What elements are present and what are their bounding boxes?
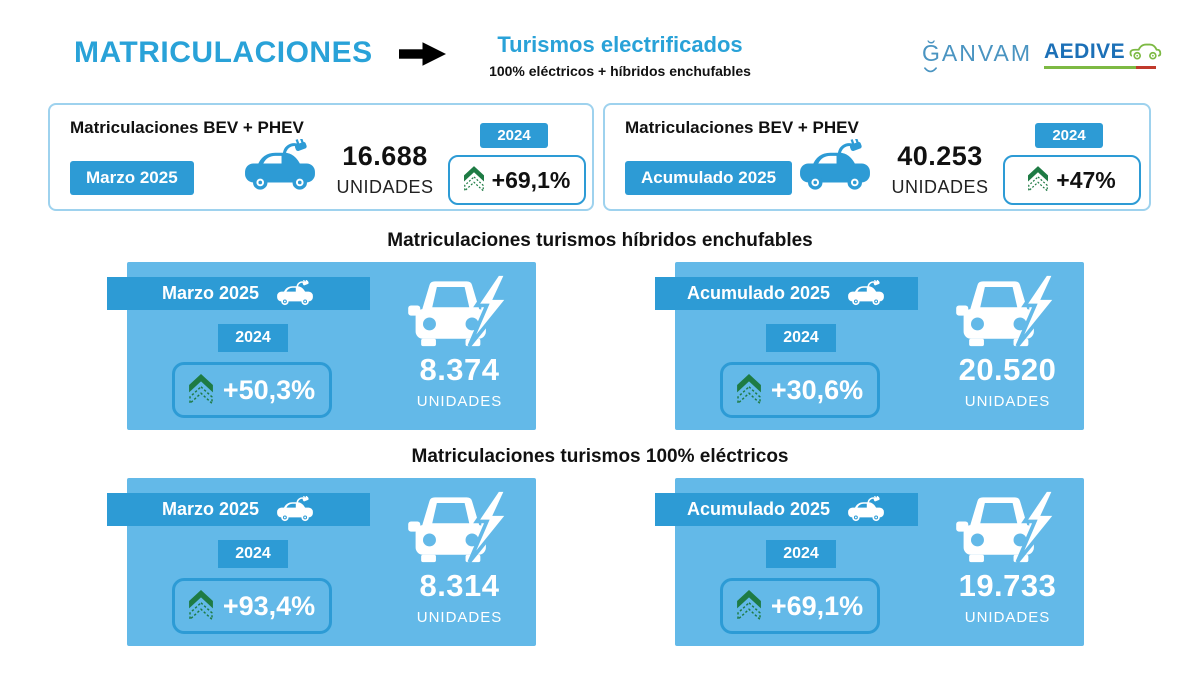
delta-value: +47% (1056, 166, 1116, 193)
card-units-value: 8.314 (419, 568, 500, 603)
card-units-block (931, 274, 1084, 410)
page-subtitle-detail: 100% eléctricos + híbridos enchufables (489, 63, 751, 79)
card-period-label: Marzo 2025 (161, 283, 260, 303)
ev-car-icon (275, 496, 315, 524)
section-title-bev: Matriculaciones turismos 100% eléctricos (411, 446, 789, 467)
units-block (305, 141, 465, 198)
units-block (860, 141, 1020, 198)
card-delta-value: +93,4% (222, 590, 316, 621)
car-lightning-icon (408, 490, 512, 564)
growth-chevron-icon (189, 590, 213, 623)
summary-title: Matriculaciones BEV + PHEV (70, 118, 304, 137)
page-subtitle: Turismos electrificados (497, 32, 743, 57)
delta-value: +69,1% (491, 166, 571, 193)
year-badge: 2024 (1035, 123, 1103, 148)
ev-car-icon (846, 496, 886, 524)
car-lightning-icon (408, 274, 512, 348)
units-label: UNIDADES (336, 177, 434, 197)
card-units-label: UNIDADES (964, 609, 1051, 626)
aedive-logo-text: AEDIVE (1044, 40, 1126, 63)
ganvam-logo (922, 40, 1032, 67)
card-period-badge (655, 493, 918, 526)
card-year-badge: 2024 (766, 540, 836, 568)
card-delta-value: +50,3% (222, 374, 316, 405)
summary-box-marzo (48, 103, 594, 211)
stat-card-phev-acumulado (675, 262, 1084, 430)
period-badge: Acumulado 2025 (625, 161, 792, 195)
section-title-phev: Matriculaciones turismos híbridos enchufables (387, 230, 813, 251)
growth-chevron-icon (189, 374, 213, 407)
growth-chevron-icon (1028, 166, 1048, 194)
page-title: MATRICULACIONES (74, 36, 373, 69)
card-delta-box (172, 578, 332, 634)
growth-chevron-icon (737, 590, 761, 623)
card-units-block (383, 490, 536, 626)
card-units-block (931, 490, 1084, 626)
ganvam-logo-text: ĞANVAM (922, 40, 1032, 66)
card-units-value: 8.374 (419, 352, 500, 387)
units-label: UNIDADES (891, 177, 989, 197)
card-period-label: Acumulado 2025 (686, 499, 831, 519)
units-value: 16.688 (342, 141, 428, 171)
card-period-label: Acumulado 2025 (686, 283, 831, 303)
page-subtitle-block (450, 32, 790, 79)
ev-car-icon (846, 280, 886, 308)
units-value: 40.253 (897, 141, 983, 171)
stat-card-bev-marzo (127, 478, 536, 646)
card-units-value: 19.733 (958, 568, 1057, 603)
car-lightning-icon (956, 274, 1060, 348)
card-period-badge (655, 277, 918, 310)
card-units-value: 20.520 (958, 352, 1057, 387)
car-lightning-icon (956, 490, 1060, 564)
aedive-tagline-bar (1044, 66, 1156, 69)
card-year-badge: 2024 (218, 324, 288, 352)
aedive-car-icon (1129, 42, 1162, 62)
period-badge: Marzo 2025 (70, 161, 194, 195)
card-delta-box (720, 362, 880, 418)
stat-card-phev-marzo (127, 262, 536, 430)
delta-box (448, 155, 586, 205)
card-delta-box (172, 362, 332, 418)
card-year-badge: 2024 (218, 540, 288, 568)
card-delta-box (720, 578, 880, 634)
card-delta-value: +69,1% (770, 590, 864, 621)
card-units-block (383, 274, 536, 410)
card-period-badge (107, 277, 370, 310)
ev-car-icon (275, 280, 315, 308)
growth-chevron-icon (737, 374, 761, 407)
card-units-label: UNIDADES (416, 609, 503, 626)
card-delta-value: +30,6% (770, 374, 864, 405)
card-period-label: Marzo 2025 (161, 499, 260, 519)
card-period-badge (107, 493, 370, 526)
arrow-right-icon (399, 41, 446, 67)
delta-box (1003, 155, 1141, 205)
card-year-badge: 2024 (766, 324, 836, 352)
summary-box-acumulado (603, 103, 1151, 211)
year-badge: 2024 (480, 123, 548, 148)
ganvam-smile-icon (924, 67, 937, 74)
card-units-label: UNIDADES (416, 393, 503, 410)
summary-title: Matriculaciones BEV + PHEV (625, 118, 859, 137)
aedive-logo (1044, 40, 1162, 69)
card-units-label: UNIDADES (964, 393, 1051, 410)
stat-card-bev-acumulado (675, 478, 1084, 646)
growth-chevron-icon (464, 166, 484, 194)
